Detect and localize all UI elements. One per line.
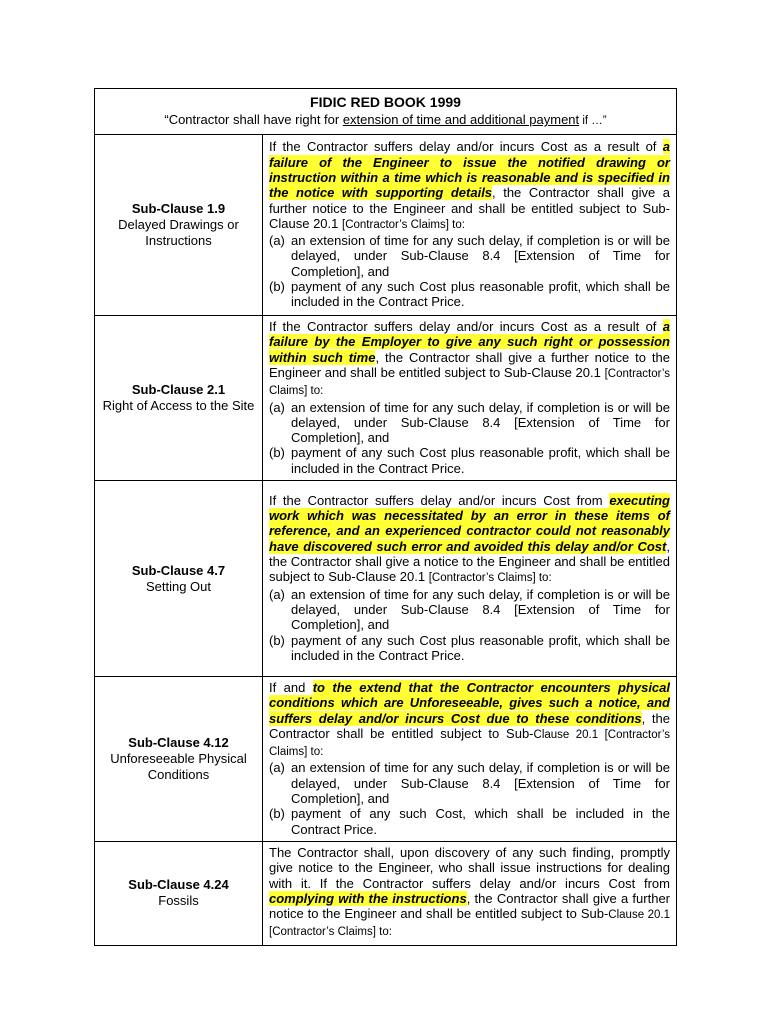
subtitle-end: if …” <box>579 115 607 127</box>
claims-reference: [Contractor’s Claims] to: <box>269 367 670 398</box>
clause-paragraph <box>269 139 670 233</box>
table-header-cell <box>95 89 677 135</box>
clause-number: Sub-Clause 2.1 <box>131 382 226 397</box>
clause-cell <box>95 481 263 677</box>
item-text: payment of any such Cost plus reasonable profit, which shall be included in the Contract Price. <box>291 632 670 663</box>
subtitle-underlined: extension of time and additional payment <box>342 112 580 127</box>
list-item <box>269 806 670 837</box>
clause-paragraph <box>269 493 670 587</box>
clause-cell <box>95 677 263 842</box>
clause-cell <box>95 135 263 316</box>
highlighted-text: complying with the instructions <box>269 890 467 906</box>
highlighted-text: to the extend that the Contractor encounters physical conditions which are Unforeseeable, gives such a notice, and suffers delay and/or incurs Cost due to these conditions <box>269 680 670 726</box>
table-header-row <box>95 89 677 135</box>
item-text: an extension of time for any such delay, if completion is or will be delayed, under Sub-Clause 8.4 [Extension of Time for Completion], and <box>291 586 670 633</box>
list-item <box>269 400 670 446</box>
item-label: (a) <box>269 233 285 249</box>
fidic-table <box>94 88 677 946</box>
clause-title: Setting Out <box>145 578 212 594</box>
item-text: an extension of time for any such delay, if completion is or will be delayed, under Sub-Clause 8.4 [Extension of Time for Completion], and <box>291 760 670 807</box>
highlighted-text: a failure of the Engineer to issue the notified drawing or instruction within a time which is reasonable and is specified in the notice with supporting details <box>269 139 670 201</box>
clause-cell <box>95 841 263 945</box>
clause-title: Unforeseeable Physical Conditions <box>110 750 247 782</box>
table-row <box>95 481 677 677</box>
clause-text-cell <box>263 677 677 842</box>
entitlement-list <box>269 233 670 309</box>
entitlement-list <box>269 760 670 836</box>
entitlement-list <box>269 400 670 476</box>
claims-reference: Clause 20.1 [Contractor’s Claims] to: <box>269 909 670 939</box>
clause-paragraph <box>269 319 670 399</box>
table-row <box>95 841 677 945</box>
item-text: payment of any such Cost plus reasonable profit, which shall be included in the Contract Price. <box>291 279 670 310</box>
list-item <box>269 233 670 279</box>
document-subtitle <box>99 111 672 130</box>
highlighted-text: a failure by the Employer to give any such right or possession within such time <box>269 319 670 365</box>
clause-text-cell <box>263 841 677 945</box>
clause-number: Sub-Clause 4.7 <box>131 562 226 578</box>
clause-title: Fossils <box>158 893 199 909</box>
table-row <box>95 316 677 481</box>
item-label: (b) <box>269 279 285 295</box>
highlighted-text: executing work which was necessitated by an error in these items of reference, and an experienced contractor could not reasonably have discovered such error and avoided this delay and/or Cost <box>269 492 670 554</box>
text-after: , the Contractor shall give a further notice to the Engineer and shall be entitled subject to Sub- <box>269 890 671 922</box>
clause-number: Sub-Clause 4.12 <box>128 734 229 750</box>
text-before: If the Contractor suffers delay and/or incurs Cost as a result of <box>269 319 663 335</box>
list-item <box>269 633 670 664</box>
subtitle-open: “Contractor shall have right for <box>164 112 343 127</box>
claims-reference: [Contractor’s Claims] to: <box>428 572 552 585</box>
text-after: , the Contractor shall give a notice to the Engineer and shall be entitled subject to Sub-Clause 20.1 <box>269 538 670 585</box>
item-label: (b) <box>269 445 285 461</box>
clause-number: Sub-Clause 4.24 <box>128 877 229 893</box>
clause-cell <box>95 316 263 481</box>
clause-paragraph <box>269 845 670 941</box>
clause-paragraph <box>269 680 670 760</box>
list-item <box>269 587 670 633</box>
clause-text-cell <box>263 135 677 316</box>
item-label: (b) <box>269 806 285 822</box>
table-row <box>95 677 677 842</box>
item-text: an extension of time for any such delay, if completion is or will be delayed, under Sub-Clause 8.4 [Extension of Time for Completion], and <box>291 399 670 446</box>
text-before: If the Contractor suffers delay and/or incurs Cost as a result of <box>269 139 663 155</box>
text-after: , the Contractor shall be entitled subject to Sub- <box>269 710 671 741</box>
item-label: (a) <box>269 760 285 776</box>
clause-text-cell <box>263 481 677 677</box>
clause-text-cell <box>263 316 677 481</box>
item-label: (a) <box>269 399 285 415</box>
list-item <box>269 760 670 806</box>
item-label: (a) <box>269 586 285 602</box>
item-text: payment of any such Cost plus reasonable profit, which shall be included in the Contract Price. <box>291 445 670 476</box>
claims-reference: Clause 20.1 [Contractor’s Claims] to: <box>269 728 671 759</box>
clause-title: Delayed Drawings or Instructions <box>118 217 239 248</box>
clause-title: Right of Access to the Site <box>102 398 255 413</box>
text-before: The Contractor shall, upon discovery of any such finding, promptly give notice to the Engineer, who shall issue instructions for dealing with it. If the Contractor suffers delay and/or incurs Cost from <box>269 844 670 891</box>
list-item <box>269 279 670 310</box>
document-title: FIDIC RED BOOK 1999 <box>310 94 461 110</box>
text-before: If and <box>269 680 313 695</box>
text-after: , the Contractor shall give a further notice to the Engineer and shall be entitled subject to Sub-Clause 20.1 <box>269 185 670 231</box>
item-label: (b) <box>269 632 285 648</box>
item-text: payment of any such Cost, which shall be included in the Contract Price. <box>291 806 670 837</box>
clause-number: Sub-Clause 1.9 <box>131 201 226 216</box>
text-before: If the Contractor suffers delay and/or incurs Cost from <box>269 492 610 508</box>
text-after: , the Contractor shall give a further notice to the Engineer and shall be entitled subject to Sub-Clause 20.1 <box>269 349 671 380</box>
table-row <box>95 135 677 316</box>
list-item <box>269 445 670 476</box>
entitlement-list <box>269 587 670 663</box>
item-text: an extension of time for any such delay, if completion is or will be delayed, under Sub-Clause 8.4 [Extension of Time for Completion], and <box>291 233 670 279</box>
claims-reference: [Contractor’s Claims] to: <box>342 218 465 231</box>
